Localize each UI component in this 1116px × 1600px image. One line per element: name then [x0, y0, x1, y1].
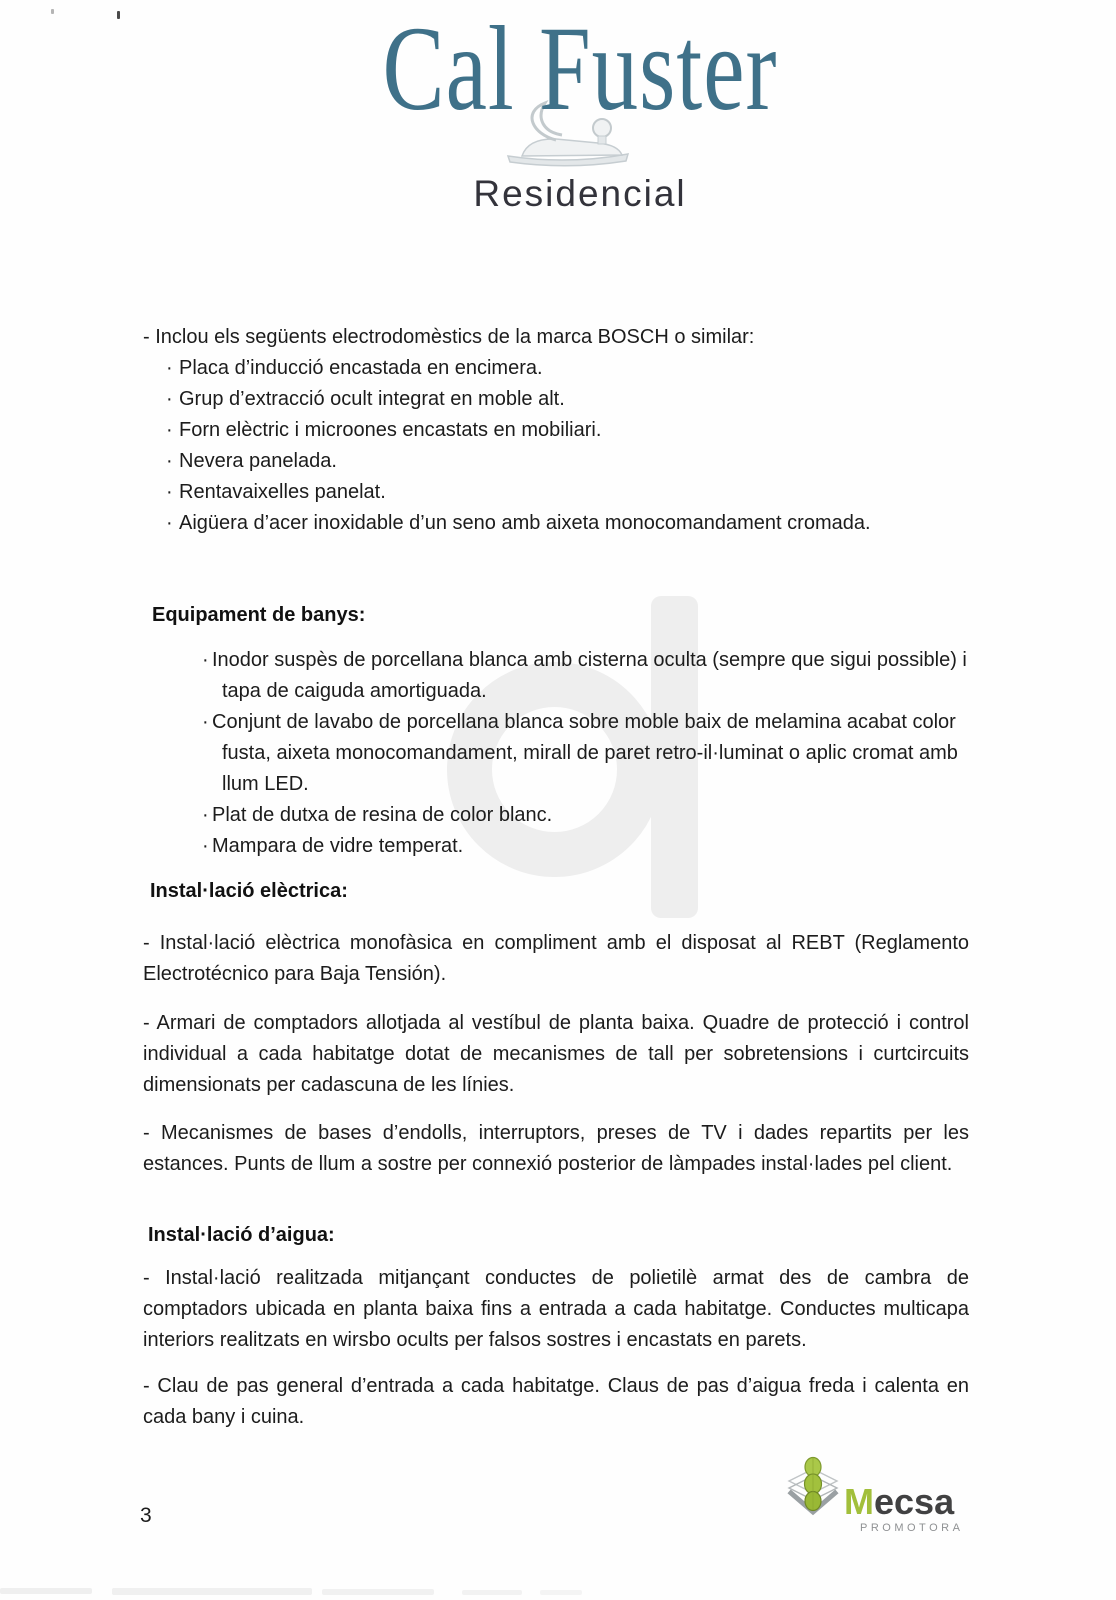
list-item	[166, 384, 973, 415]
electrica-paragraph: - Mecanismes de bases d’endolls, interruptors, preses de TV i dades repartits per les estances. Punts de llum a sostre per connexió posterior de làmpades instal·lades pel client.	[143, 1122, 969, 1175]
list-item-text: Conjunt de lavabo de porcellana blanca sobre moble baix de melamina acabat color fusta, aixeta monocomandament, mirall de paret retro-il·luminat o aplic cromat amb llum LED.	[212, 711, 958, 795]
mecsa-initial: M	[844, 1481, 874, 1522]
bullet-marker: ·	[166, 357, 173, 379]
aigua-heading: Instal·lació d’aigua:	[148, 1224, 335, 1246]
scan-artifact-band	[540, 1590, 582, 1595]
appliances-intro: - Inclou els següents electrodomèstics de la marca BOSCH o similar:	[143, 326, 755, 348]
list-item	[166, 477, 973, 508]
bullet-marker: ·	[202, 711, 209, 733]
mecsa-building-icon	[782, 1456, 844, 1527]
page-number: 3	[140, 1504, 152, 1527]
list-item-text: Placa d’inducció encastada en encimera.	[179, 357, 543, 379]
aigua-paragraph: - Instal·lació realitzada mitjançant conductes de polietilè armat des de cambra de comptadors ubicada en planta baixa fins a entrada a cada habitatge. Conductes multicapa interiors realitzats en wirsbo ocults per falsos sostres i encastats en parets.	[143, 1267, 969, 1351]
mecsa-logo	[782, 1456, 982, 1546]
mecsa-rest: ecsa	[874, 1481, 955, 1522]
list-item	[166, 508, 973, 539]
bullet-marker: ·	[202, 835, 209, 857]
banys-heading: Equipament de banys:	[152, 604, 366, 626]
appliances-list	[166, 353, 973, 539]
list-item-text: Aigüera d’acer inoxidable d’un seno amb aixeta monocomandament cromada.	[179, 512, 871, 534]
scan-artifact-band	[0, 1588, 92, 1594]
logo-subtitle: Residencial	[473, 173, 687, 214]
bullet-marker: ·	[166, 388, 173, 410]
list-item-text: Grup d’extracció ocult integrat en moble alt.	[179, 388, 565, 410]
list-item	[202, 645, 974, 707]
electrica-paragraph: - Instal·lació elèctrica monofàsica en compliment amb el disposat al REBT (Reglamento Electrotécnico para Baja Tensión).	[143, 932, 969, 985]
list-item	[202, 707, 974, 800]
scan-artifact-band	[462, 1590, 522, 1595]
list-item-text: Nevera panelada.	[179, 450, 337, 472]
mecsa-tagline: PROMOTORA	[860, 1522, 964, 1534]
list-item-text: Inodor suspès de porcellana blanca amb cisterna oculta (sempre que sigui possible) i tapa de caiguda amortiguada.	[212, 649, 967, 702]
electrica-heading: Instal·lació elèctrica:	[150, 880, 348, 902]
list-item-text: Mampara de vidre temperat.	[212, 835, 464, 857]
bullet-marker: ·	[202, 649, 209, 671]
list-item	[166, 446, 973, 477]
logo-title: Cal Fuster	[382, 2, 778, 137]
list-item	[202, 831, 974, 862]
bullet-marker: ·	[166, 481, 173, 503]
scan-artifact-band	[322, 1589, 434, 1595]
aigua-paragraph: - Clau de pas general d’entrada a cada habitatge. Claus de pas d’aigua freda i calenta en cada bany i cuina.	[143, 1375, 969, 1428]
bullet-marker: ·	[202, 804, 209, 826]
mecsa-wordmark	[844, 1481, 955, 1522]
bullet-marker: ·	[166, 450, 173, 472]
list-item	[166, 415, 973, 446]
appliances-section	[143, 322, 973, 539]
list-item-text: Plat de dutxa de resina de color blanc.	[212, 804, 553, 826]
list-item-text: Forn elèctric i microones encastats en mobiliari.	[179, 419, 602, 441]
banys-list	[202, 645, 974, 862]
list-item-text: Rentavaixelles panelat.	[179, 481, 386, 503]
list-item	[166, 353, 973, 384]
bullet-marker: ·	[166, 419, 173, 441]
electrica-paragraph: - Armari de comptadors allotjada al vestíbul de planta baixa. Quadre de protecció i control individual a cada habitatge dotat de mecanismes de tall per sobretensions i curtcircuits dimensionats per cadascuna de les línies.	[143, 1012, 969, 1096]
list-item	[202, 800, 974, 831]
scan-artifact-band	[112, 1588, 312, 1595]
bullet-marker: ·	[166, 512, 173, 534]
